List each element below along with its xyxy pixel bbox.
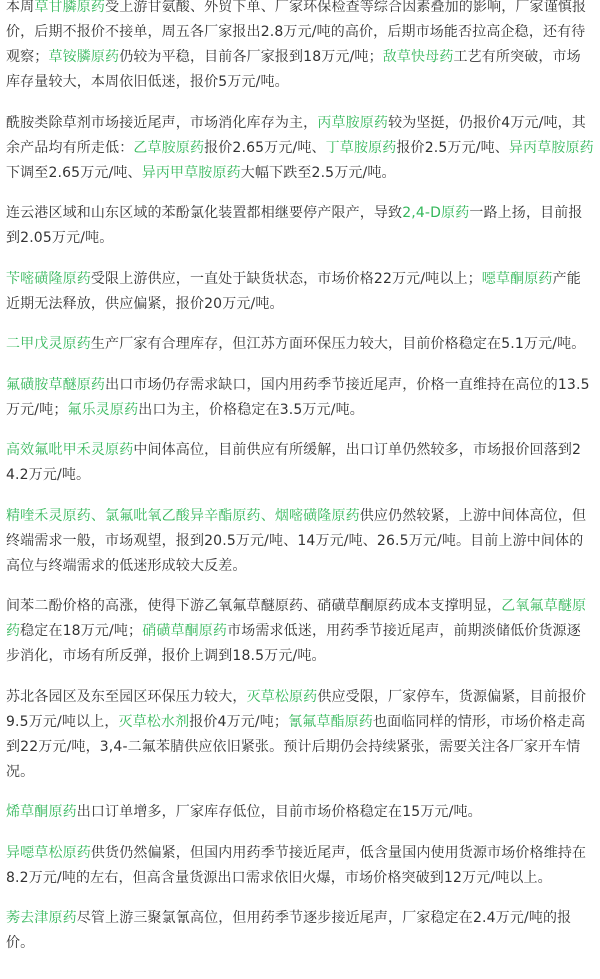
paragraph [6,0,594,95]
product-name-highlight: 噁草酮原药 [481,270,553,287]
paragraph-text: 仍较为平稳，目前各厂家报到18万元/吨； [119,49,383,65]
paragraph-text: 报价2.5万元/吨、 [396,139,509,156]
product-name-highlight: 氟磺胺草醚原药 [6,376,106,393]
product-name-highlight: 异丙草胺原药 [508,139,594,156]
product-name-highlight: 灭草松原药 [246,688,318,705]
product-name-highlight: 乙草胺原药 [133,139,205,156]
product-name-highlight: 丁草胺原药 [325,139,397,156]
paragraph-text: 出口市场仍存需求缺口，国内用药季节接近尾声，价格一直维持在高位的13.5万元/吨； [6,376,590,418]
paragraph-text: 供货仍然偏紧，但国内用药季节接近尾声，低含量国内使用货源市场价格维持在8.2万元/吨的左右，但高含量货源出口需求依旧火爆，市场价格突破到12万元/吨以上。 [6,844,587,886]
paragraph-text: 尽管上游三聚氯氰高位，但用药季节逐步接近尾声，厂家稳定在2.4万元/吨的报价。 [6,910,572,951]
paragraph [6,504,594,579]
paragraph-text: 产能近期无法释放，供应偏紧，报价20万元/吨。 [6,270,581,312]
paragraph-text: 酰胺类除草剂市场接近尾声，市场消化库存为主， [6,114,318,131]
product-name-highlight: 异丙甲草胺原药 [141,164,241,181]
paragraph-text: 大幅下跌至2.5万元/吨。 [240,164,396,181]
paragraph-text: 工艺有所突破，市场库存量较大，本周依旧低迷，报价5万元/吨。 [6,49,581,90]
paragraph [6,841,594,891]
paragraph-text: 受上游甘氨酸、外贸下单、厂家环保检查等综合因素叠加的影响，厂家谨慎报价，后期不报价不接单，周五各厂家报出2.8万元/吨的高价，后期市场能否拉高企稳，还有待观察； [6,0,587,65]
product-name-highlight: 灭草松水剂 [118,713,190,730]
paragraph-text: 出口为主，价格稳定在3.5万元/吨。 [138,401,364,418]
paragraph-text: 连云港区域和山东区域的苯酚氯化装置都相继要停产限产，导致 [6,205,403,221]
paragraph-text: 市场需求低迷，用药季节接近尾声，前期淡储低价货源逐步消化，市场有所反弹，报价上调到18.5万元/吨。 [6,623,581,664]
paragraph-text: 稳定在18万元/吨； [20,623,143,639]
product-name-highlight: 丙草胺原药 [317,114,389,131]
product-name-highlight: 高效氟吡甲禾灵原药 [6,442,134,458]
paragraph-text: 受限上游供应，一直处于缺货状态，市场价格22万元/吨以上； [90,270,482,287]
paragraph-text: 本周 [6,0,35,15]
paragraph [6,373,594,423]
paragraph-text: 间苯二酚价格的高涨，使得下游乙氧氟草醚原药、硝磺草酮原药成本支撑明显， [6,598,502,614]
product-name-highlight: 精喹禾灵原药、氯氟吡氧乙酸异辛酯原药、烟嘧磺隆原药 [6,507,360,524]
product-name-highlight: 乙氧氟草醚原药 [6,598,587,639]
paragraph [6,111,594,186]
paragraph-text: 报价2.65万元/吨、 [204,139,326,156]
paragraph-text: 也面临同样的情形，市场价格走高到22万元/吨，3,4-二氟苯腈供应依旧紧张。预计后期仍会持续紧张，需要关注各厂家开车情况。 [6,713,586,780]
paragraph-text: 生产厂家有合理库存，但江苏方面环保压力较大，目前价格稳定在5.1万元/吨。 [90,336,586,352]
product-name-highlight: 二甲戊灵原药 [6,336,91,352]
paragraph [6,332,594,357]
product-name-highlight: 草甘膦原药 [34,0,106,15]
paragraph-text: 一路上扬，目前报到2.05万元/吨。 [6,205,583,246]
paragraph-text: 较为坚挺，仍报价4万元/吨，其余产品均有所走低： [6,114,586,156]
product-name-highlight: 异噁草松原药 [6,844,91,861]
product-name-highlight: 草铵膦原药 [48,49,120,65]
paragraph [6,438,594,488]
product-name-highlight: 氰氟草酯原药 [288,713,373,730]
product-name-highlight: 莠去津原药 [6,910,77,926]
paragraph-text: 中间体高位，目前供应有所缓解，出口订单仍然较多，市场报价回落到24.2万元/吨。 [6,442,582,483]
paragraph [6,906,594,956]
paragraph-text: 供应受限，厂家停车，货源偏紧，目前报价9.5万元/吨以上， [6,688,587,730]
product-name-highlight: 苄嘧磺隆原药 [6,270,91,287]
paragraph [6,685,594,785]
product-name-highlight: 氟乐灵原药 [67,401,139,418]
paragraph-text: 出口订单增多，厂家库存低位，目前市场价格稳定在15万元/吨。 [76,804,482,820]
paragraph [6,594,594,669]
paragraph-text: 报价4万元/吨； [189,713,289,730]
product-name-highlight: 硝磺草酮原药 [142,623,228,639]
product-name-highlight: 2,4-D原药 [402,205,470,221]
paragraph-text: 下调至2.65万元/吨、 [6,164,142,181]
paragraph [6,267,594,317]
paragraph-text: 供应仍然较紧，上游中间体高位，但终端需求一般，市场观望，报到20.5万元/吨、14万元/吨、26.5万元/吨。目前上游中间体的高位与终端需求的低迷形成较大反差。 [6,507,587,574]
product-name-highlight: 烯草酮原药 [6,804,77,820]
paragraph [6,800,594,825]
paragraph [6,201,594,251]
paragraph-text: 苏北各园区及东至园区环保压力较大， [6,688,247,705]
product-name-highlight: 敌草快母药 [382,49,454,65]
